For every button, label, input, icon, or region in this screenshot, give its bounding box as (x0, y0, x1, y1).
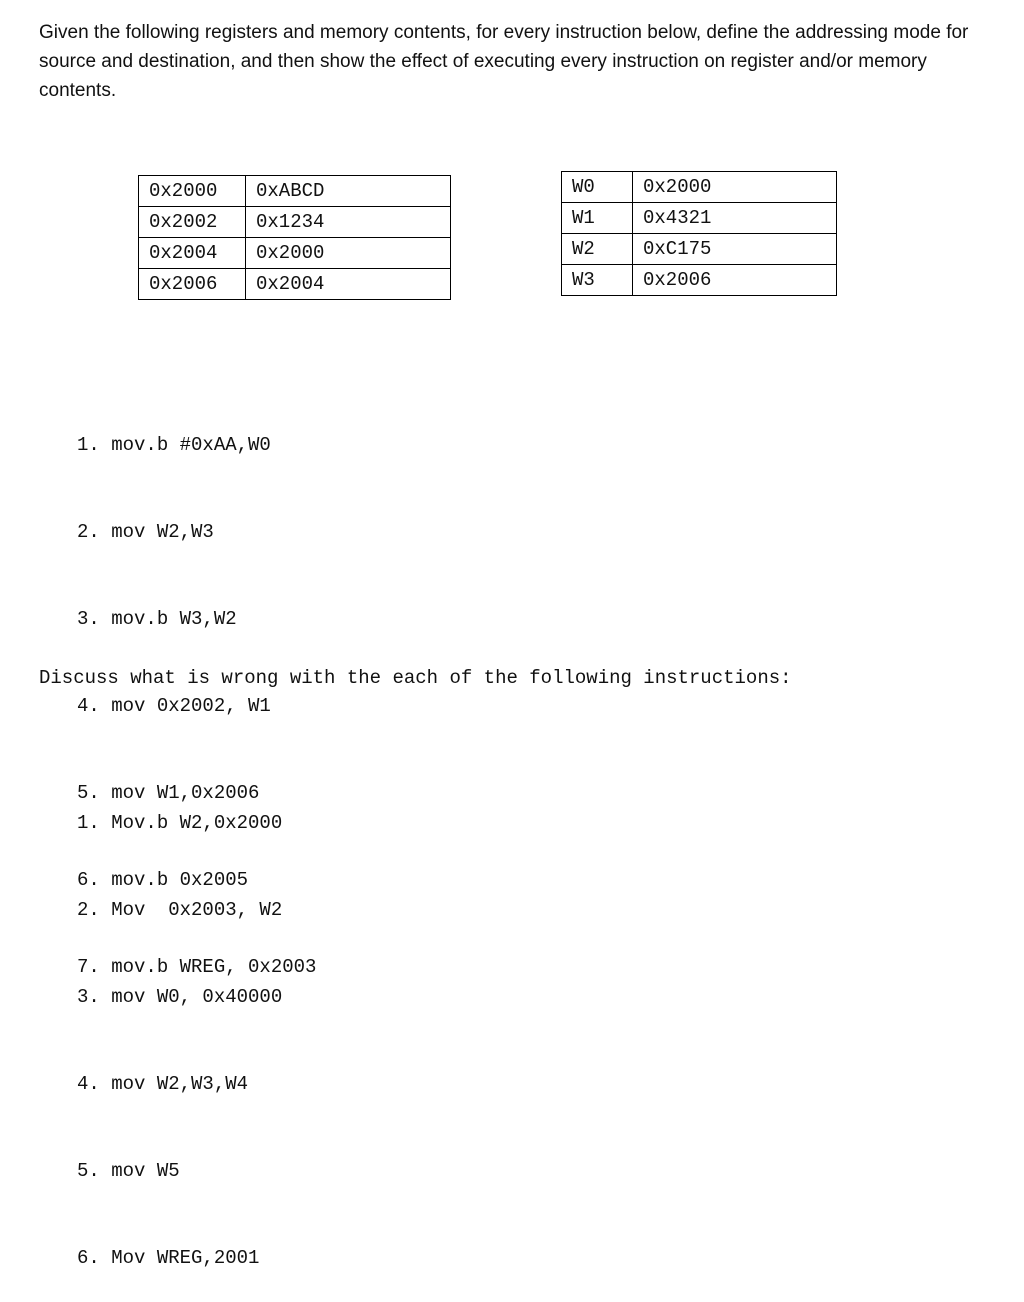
register-name: W3 (562, 265, 633, 296)
wrong-instruction-item: 2. Mov 0x2003, W2 (77, 899, 283, 921)
wrong-instruction-list (77, 751, 282, 1302)
register-name: W1 (562, 203, 633, 234)
instruction-item: 5. mov W1,0x2006 (77, 782, 260, 804)
memory-address: 0x2004 (139, 238, 246, 269)
instruction-item: 1. mov.b #0xAA,W0 (77, 434, 271, 456)
wrong-instruction-item: 5. mov W5 (77, 1160, 180, 1182)
register-row (562, 172, 837, 203)
memory-address: 0x2002 (139, 207, 246, 238)
memory-table (138, 175, 451, 300)
register-row (562, 234, 837, 265)
wrong-instruction-item: 1. Mov.b W2,0x2000 (77, 812, 283, 834)
register-name: W0 (562, 172, 633, 203)
memory-value: 0x1234 (246, 207, 451, 238)
register-table (561, 171, 837, 296)
register-value: 0x2006 (633, 265, 837, 296)
memory-value: 0xABCD (246, 176, 451, 207)
memory-value: 0x2000 (246, 238, 451, 269)
memory-value: 0x2004 (246, 269, 451, 300)
memory-address: 0x2006 (139, 269, 246, 300)
memory-address: 0x2000 (139, 176, 246, 207)
wrong-instruction-item: 4. mov W2,W3,W4 (77, 1073, 249, 1095)
register-value: 0x2000 (633, 172, 837, 203)
memory-row (139, 176, 451, 207)
instruction-item: 3. mov.b W3,W2 (77, 608, 237, 630)
instruction-item: 6. mov.b 0x2005 (77, 869, 249, 891)
memory-row (139, 269, 451, 300)
instruction-item: 4. mov 0x2002, W1 (77, 695, 271, 717)
register-value: 0x4321 (633, 203, 837, 234)
register-row (562, 203, 837, 234)
wrong-instruction-item: 6. Mov WREG,2001 (77, 1247, 260, 1269)
memory-row (139, 238, 451, 269)
wrong-instruction-item: 3. mov W0, 0x40000 (77, 986, 283, 1008)
register-name: W2 (562, 234, 633, 265)
register-value: 0xC175 (633, 234, 837, 265)
discuss-heading: Discuss what is wrong with the each of the following instructions: (39, 667, 792, 689)
memory-row (139, 207, 451, 238)
instruction-item: 7. mov.b WREG, 0x2003 (77, 956, 317, 978)
instruction-item: 2. mov W2,W3 (77, 521, 214, 543)
intro-paragraph: Given the following registers and memory contents, for every instruction below, define the addressing mode for source and destination, and then show the effect of executing every instruction on register and/or memory contents. (39, 22, 969, 101)
register-row (562, 265, 837, 296)
